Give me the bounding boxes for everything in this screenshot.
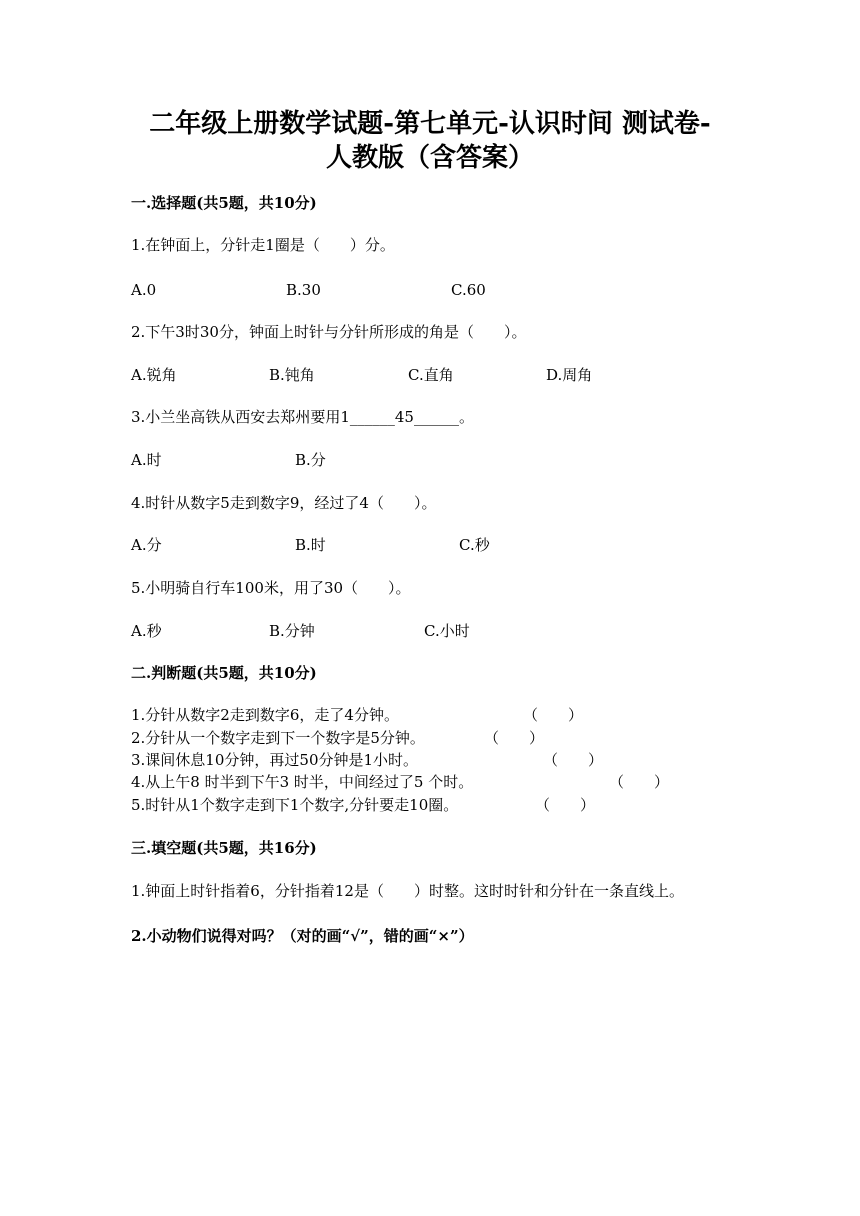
- section-heading-choice: 一.选择题(共5题，共10分): [131, 194, 317, 212]
- option-a: A.0: [131, 281, 157, 299]
- question-text: 2.下午3时30分，钟面上时针与分针所形成的角是（ ）。: [131, 323, 527, 341]
- page-title-line2: 人教版（含答案）: [325, 143, 534, 173]
- question-text: 5.小明骑自行车100米，用了30（ ）。: [131, 579, 411, 597]
- section-heading-judge: 二.判断题(共5题，共10分): [131, 664, 317, 682]
- question-text: 4.从上午8 时半到下午3 时半，中间经过了5 个时。: [131, 773, 474, 791]
- answer-bracket: （ ）: [484, 729, 545, 747]
- option-a: A.锐角: [131, 366, 177, 384]
- answer-bracket: （ ）: [535, 796, 596, 814]
- question-text: 3.小兰坐高铁从西安去郑州要用1______45______。: [131, 408, 474, 426]
- option-b: B.钝角: [269, 366, 315, 384]
- question-text: 2.分针从一个数字走到下一个数字是5分钟。: [131, 729, 425, 747]
- option-c: C.小时: [424, 622, 470, 640]
- question-text: 1.钟面上时针指着6，分针指着12是（ ）时整。这时时针和分针在一条直线上。: [131, 882, 684, 900]
- option-b: B.分钟: [269, 622, 315, 640]
- section-heading-fill: 三.填空题(共5题，共16分): [131, 839, 317, 857]
- question-text: 3.课间休息10分钟，再过50分钟是1小时。: [131, 751, 419, 769]
- option-b: B.30: [286, 281, 321, 299]
- question-text: 1.分针从数字2走到数字6，走了4分钟。: [131, 706, 399, 724]
- question-text: 5.时针从1个数字走到下1个数字,分针要走10圈。: [131, 796, 459, 814]
- option-b: B.时: [295, 536, 326, 554]
- option-a: A.分: [131, 536, 162, 554]
- answer-bracket: （ ）: [543, 751, 604, 769]
- option-a: A.时: [131, 451, 162, 469]
- answer-bracket: （ ）: [523, 706, 584, 724]
- option-a: A.秒: [131, 622, 162, 640]
- option-d: D.周角: [546, 366, 593, 384]
- question-text: 2.小动物们说得对吗？（对的画“√”，错的画“×”）: [131, 927, 474, 945]
- option-c: C.秒: [459, 536, 490, 554]
- question-text: 1.在钟面上，分针走1圈是（ ）分。: [131, 236, 395, 254]
- page-title-line1: 二年级上册数学试题-第七单元-认识时间 测试卷-: [149, 109, 711, 139]
- question-text: 4.时针从数字5走到数字9，经过了4（ ）。: [131, 494, 437, 512]
- option-c: C.60: [451, 281, 486, 299]
- option-b: B.分: [295, 451, 326, 469]
- option-c: C.直角: [408, 366, 454, 384]
- answer-bracket: （ ）: [609, 773, 670, 791]
